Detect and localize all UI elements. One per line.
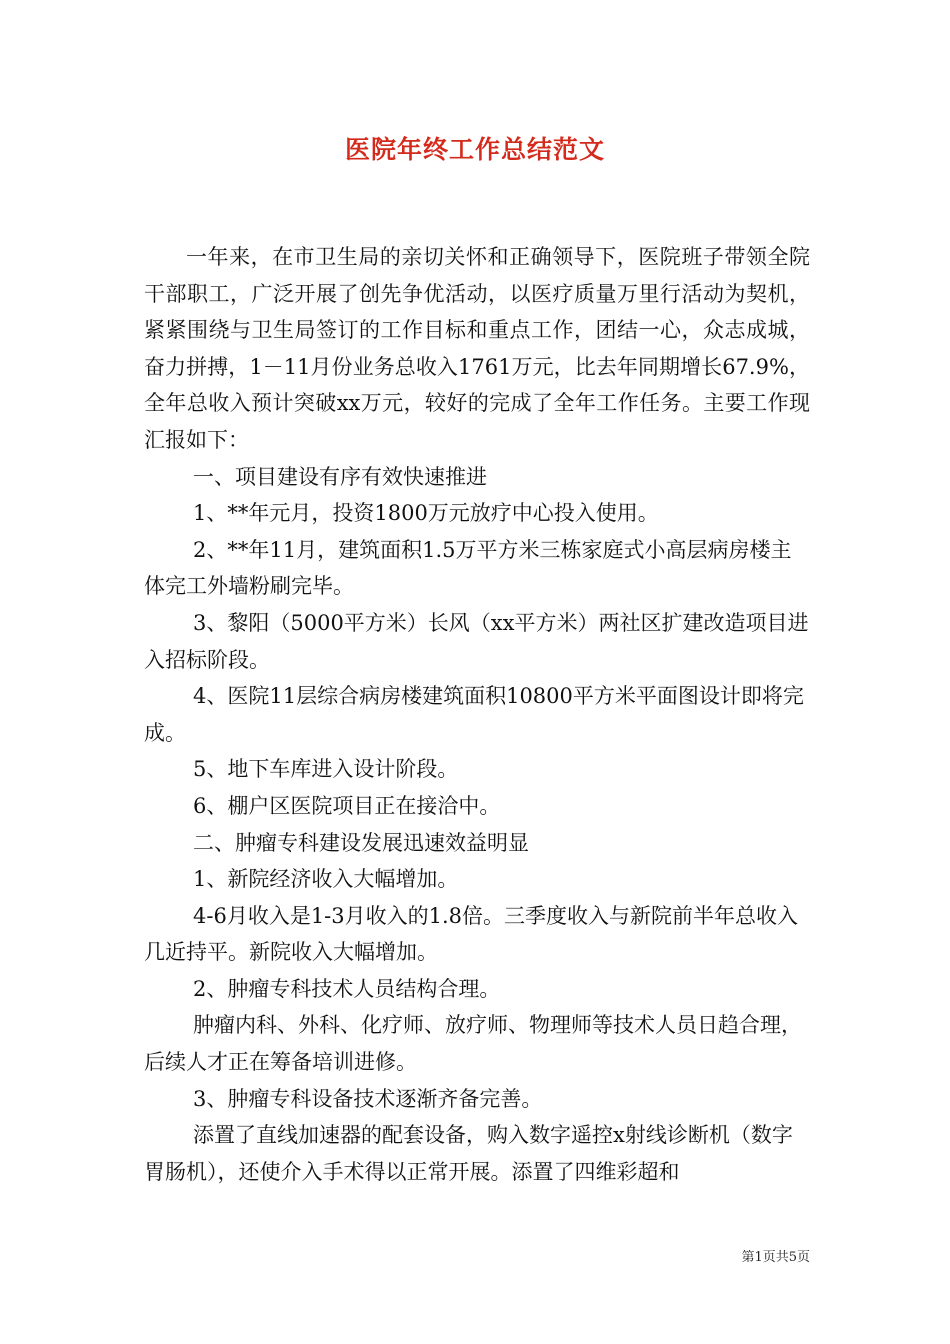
paragraph: 添置了直线加速器的配套设备，购入数字遥控x射线诊断机（数字胃肠机），还使介入手术得以正常开展。添置了四维彩超和: [144, 1123, 793, 1184]
list-item: 3、黎阳（5000平方米）长风（xx平方米）两社区扩建改造项目进入招标阶段。: [144, 610, 809, 672]
document-title: 医院年终工作总结范文: [344, 135, 605, 164]
paragraph: 肿瘤内科、外科、化疗师、放疗师、物理师等技术人员日趋合理，后续人才正在筹备培训进修。: [144, 1013, 802, 1075]
list-item: 4、医院11层综合病房楼建筑面积10800平方米平面图设计即将完成。: [144, 684, 804, 745]
section-heading-1: 一、项目建设有序有效快速推进: [193, 464, 487, 489]
page-number: 第1页共5页: [741, 1250, 810, 1265]
paragraph-intro: 一年来，在市卫生局的亲切关怀和正确领导下，医院班子带领全院干部职工，广泛开展了创先争优活动，以医疗质量万里行活动为契机，紧紧围绕与卫生局签订的工作目标和重点工作，团结一心，众志成城，奋力拼搏，1－11月份业务总收入1761万元，比去年同期增长67.9%，全年总收入预计突破xx万元，较好的完成了全年工作任务。主要工作现汇报如下：: [144, 245, 810, 452]
list-item: 2、**年11月，建筑面积1.5万平方米三栋家庭式小高层病房楼主体完工外墙粉刷完毕。: [144, 537, 792, 599]
list-item: 1、**年元月，投资1800万元放疗中心投入使用。: [193, 501, 659, 526]
section-heading-2: 二、肿瘤专科建设发展迅速效益明显: [193, 830, 529, 855]
list-item: 3、肿瘤专科设备技术逐渐齐备完善。: [193, 1086, 543, 1111]
document-body: [144, 239, 810, 1190]
list-item: 5、地下车库进入设计阶段。: [193, 757, 459, 782]
list-item: 2、肿瘤专科技术人员结构合理。: [193, 976, 501, 1001]
paragraph: 4-6月收入是1-3月收入的1.8倍。三季度收入与新院前半年总收入几近持平。新院收入大幅增加。: [144, 903, 799, 965]
list-item: 1、新院经济收入大幅增加。: [193, 867, 459, 892]
list-item: 6、棚户区医院项目正在接洽中。: [193, 793, 501, 818]
